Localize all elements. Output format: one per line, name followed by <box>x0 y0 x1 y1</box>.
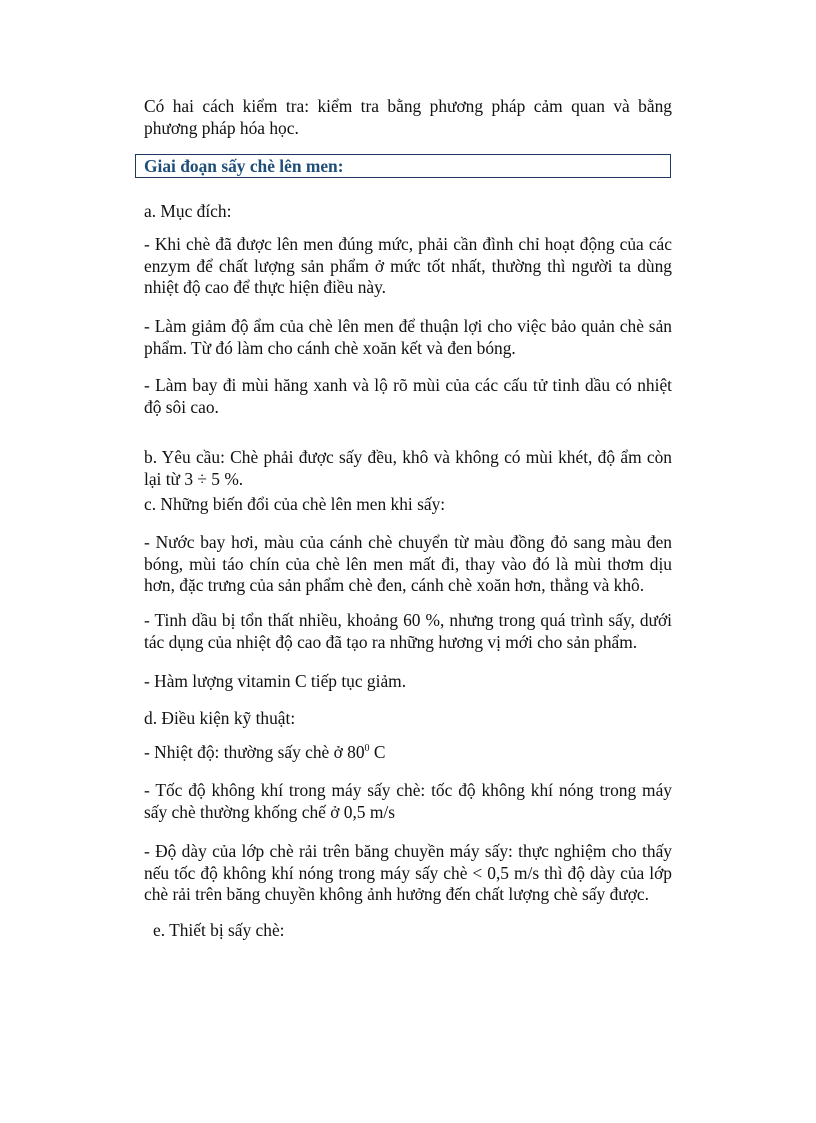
intro-paragraph: Có hai cách kiểm tra: kiểm tra bằng phương pháp cảm quan và bằng phương pháp hóa học. <box>144 96 672 138</box>
air-speed-condition: - Tốc độ không khí trong máy sấy chè: tốc độ không khí nóng trong máy sấy chè thường khống chế ở 0,5 m/s <box>144 780 672 822</box>
temperature-text: - Nhiệt độ: thường sấy chè ở 80 <box>144 742 365 762</box>
changes-item-3: - Hàm lượng vitamin C tiếp tục giảm. <box>144 671 407 691</box>
conditions-heading: d. Điều kiện kỹ thuật: <box>144 708 296 728</box>
temperature-condition <box>144 742 672 764</box>
changes-heading: c. Những biến đổi của chè lên men khi sấy: <box>144 494 446 514</box>
requirement-paragraph: b. Yêu cầu: Chè phải được sấy đều, khô và không có mùi khét, độ ẩm còn lại từ 3 ÷ 5 %. <box>144 447 672 489</box>
purpose-item-1: - Khi chè đã được lên men đúng mức, phải cần đình chỉ hoạt động của các enzym để chất lượng sản phẩm ở mức tốt nhất, thường thì người ta dùng nhiệt độ cao để thực hiện điều này. <box>144 234 672 297</box>
layer-thickness-condition: - Độ dày của lớp chè rải trên băng chuyền máy sấy: thực nghiệm cho thấy nếu tốc độ không khí nóng trong máy sấy chè < 0,5 m/s thì độ dày của lớp chè rải trên băng chuyền không ảnh hưởng đến chất lượng chè sấy được. <box>144 841 672 904</box>
degree-superscript: 0 <box>364 743 370 755</box>
purpose-item-3: - Làm bay đi mùi hăng xanh và lộ rõ mùi của các cấu tử tinh dầu có nhiệt độ sôi cao. <box>144 375 672 417</box>
changes-item-2: - Tinh dầu bị tổn thất nhiều, khoảng 60 %, nhưng trong quá trình sấy, dưới tác dụng của nhiệt độ cao đã tạo ra những hương vị mới cho sản phẩm. <box>144 610 672 652</box>
equipment-heading: e. Thiết bị sấy chè: <box>153 920 285 940</box>
section-heading: Giai đoạn sấy chè lên men: <box>144 156 344 176</box>
purpose-heading: a. Mục đích: <box>144 201 232 221</box>
temperature-unit: C <box>369 742 386 762</box>
section-heading-box <box>135 154 671 178</box>
purpose-item-2: - Làm giảm độ ẩm của chè lên men để thuận lợi cho việc bảo quản chè sản phẩm. Từ đó làm cho cánh chè xoăn kết và đen bóng. <box>144 316 672 358</box>
changes-item-1: - Nước bay hơi, màu của cánh chè chuyển từ màu đồng đỏ sang màu đen bóng, mùi táo chín của chè lên men mất đi, thay vào đó là mùi thơm dịu hơn, đặc trưng của sản phẩm chè đen, cánh chè xoăn hơn, thẳng và khô. <box>144 532 672 595</box>
